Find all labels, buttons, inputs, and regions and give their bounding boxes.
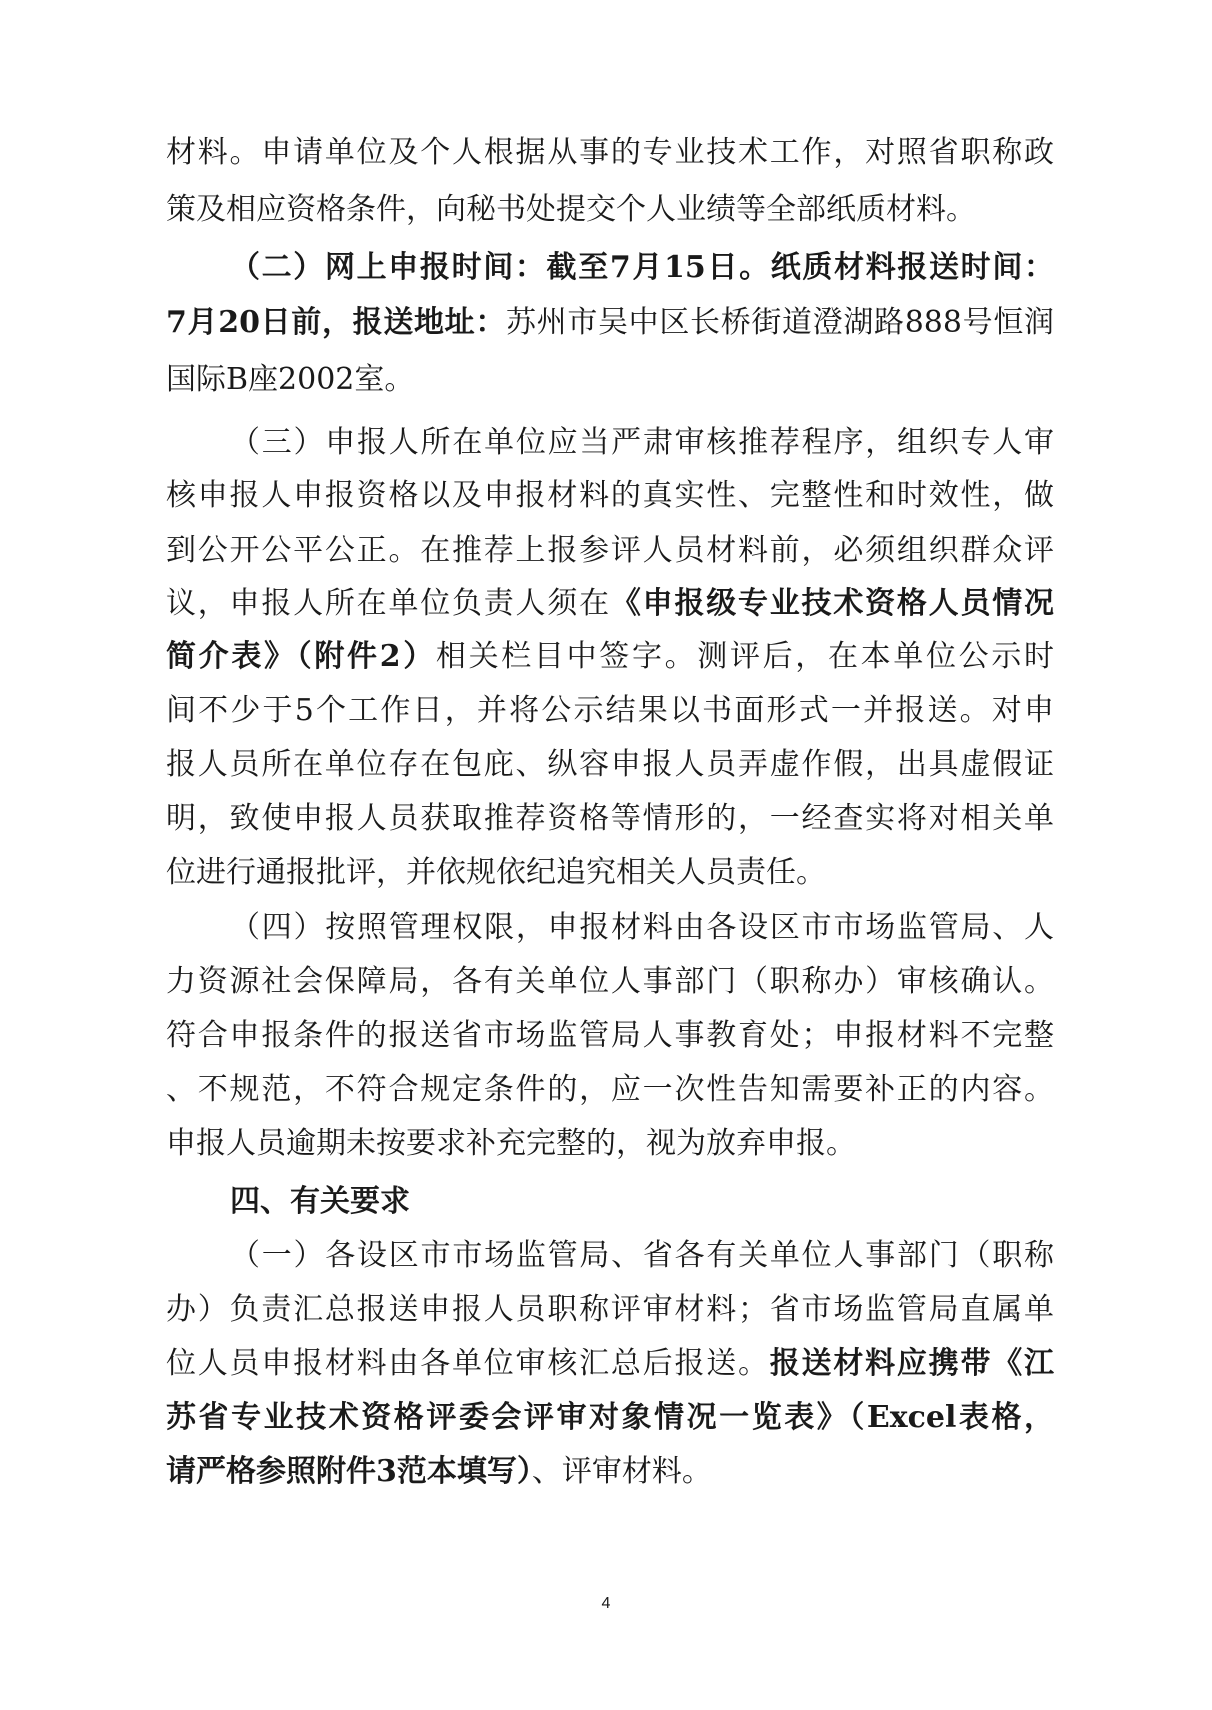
- text-segment: 、评审材料。: [531, 1454, 712, 1489]
- text-segment: 相关栏目中签字。测评后，在本单位公示时: [435, 639, 1055, 674]
- text-line: [166, 531, 1054, 571]
- text-line: [166, 853, 1054, 893]
- text-line: [230, 423, 1054, 463]
- text-line: [166, 303, 1054, 343]
- text-line: [166, 360, 1054, 400]
- text-segment: 苏州市吴中区长桥街道澄湖路888号恒润: [506, 305, 1054, 340]
- text-segment: 位人员申报材料由各单位审核汇总后报送。: [166, 1346, 770, 1381]
- text-segment: （三）申报人所在单位应当严肃审核推荐程序，组织专人审: [230, 425, 1054, 460]
- text-segment: 间不少于5个工作日，并将公示结果以书面形式一并报送。对申: [166, 693, 1054, 728]
- text-segment: （一）各设区市市场监管局、省各有关单位人事部门（职称: [230, 1238, 1054, 1273]
- bold-text-segment: 《申报级专业技术资格人员情况: [610, 586, 1055, 621]
- text-line: [166, 962, 1054, 1002]
- text-line: [230, 248, 1054, 288]
- text-segment: 策及相应资格条件，向秘书处提交个人业绩等全部纸质材料。: [166, 192, 976, 227]
- text-segment: 议，申报人所在单位负责人须在: [166, 586, 611, 621]
- text-line: [166, 1124, 1054, 1164]
- text-segment: 力资源社会保障局，各有关单位人事部门（职称办）审核确认。: [166, 964, 1054, 999]
- bold-text-segment: 请严格参照附件3范本填写）: [166, 1454, 532, 1489]
- text-line: [166, 1452, 1054, 1492]
- text-line: [166, 133, 1054, 173]
- text-segment: 明，致使申报人员获取推荐资格等情形的，一经查实将对相关单: [166, 801, 1054, 836]
- text-line: [166, 637, 1054, 677]
- text-line: [230, 1236, 1054, 1276]
- text-segment: 办）负责汇总报送申报人员职称评审材料；省市场监管局直属单: [166, 1292, 1054, 1327]
- text-line: [230, 1182, 1054, 1222]
- text-segment: 符合申报条件的报送省市场监管局人事教育处；申报材料不完整: [166, 1018, 1054, 1053]
- text-line: [166, 1290, 1054, 1330]
- page-number: 4: [601, 1595, 611, 1612]
- text-segment: 国际B座2002室。: [166, 362, 415, 397]
- bold-text-segment: 简介表》（附件2）: [166, 639, 436, 674]
- text-line: [166, 745, 1054, 785]
- text-line: [166, 190, 1054, 230]
- text-segment: 申报人员逾期未按要求补充完整的，视为放弃申报。: [166, 1126, 856, 1161]
- text-segment: （四）按照管理权限，申报材料由各设区市市场监管局、人: [230, 910, 1054, 945]
- bold-text-segment: （二）网上申报时间：截至7月15日。纸质材料报送时间：: [230, 250, 1054, 285]
- text-line: [166, 691, 1054, 731]
- bold-text-segment: 报送材料应携带《江: [769, 1346, 1055, 1381]
- text-segment: 到公开公平公正。在推荐上报参评人员材料前，必须组织群众评: [166, 533, 1054, 568]
- text-line: [166, 1016, 1054, 1056]
- bold-text-segment: 苏省专业技术资格评委会评审对象情况一览表》（Excel表格，: [166, 1400, 1054, 1435]
- text-line: [166, 1070, 1054, 1110]
- text-line: [166, 584, 1054, 624]
- text-segment: 材料。申请单位及个人根据从事的专业技术工作，对照省职称政: [166, 135, 1054, 170]
- text-line: [230, 908, 1054, 948]
- text-line: [166, 1398, 1054, 1438]
- text-line: [166, 476, 1054, 516]
- text-segment: 位进行通报批评，并依规依纪追究相关人员责任。: [166, 855, 826, 890]
- bold-text-segment: 7月20日前，报送地址：: [166, 305, 506, 340]
- text-segment: 报人员所在单位存在包庇、纵容申报人员弄虚作假，出具虚假证: [166, 747, 1054, 782]
- text-line: [166, 799, 1054, 839]
- text-line: [166, 1344, 1054, 1384]
- text-segment: 、不规范，不符合规定条件的，应一次性告知需要补正的内容。: [166, 1072, 1054, 1107]
- bold-text-segment: 四、有关要求: [230, 1184, 410, 1219]
- text-segment: 核申报人申报资格以及申报材料的真实性、完整性和时效性，做: [166, 478, 1054, 513]
